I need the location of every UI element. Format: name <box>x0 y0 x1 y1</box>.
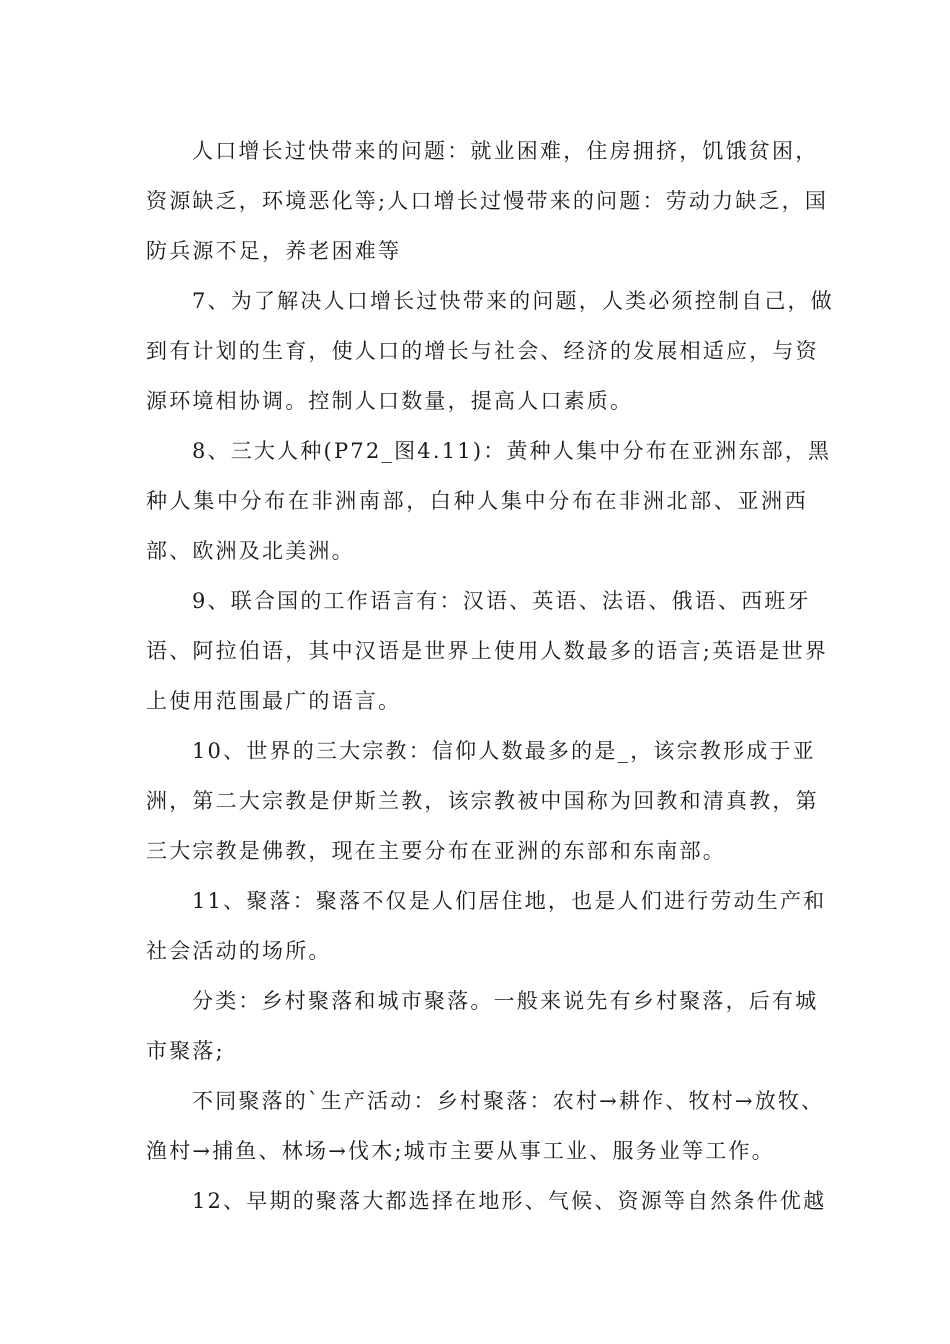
paragraph-line: 10、世界的三大宗教：信仰人数最多的是_，该宗教形成于亚 <box>192 739 816 763</box>
paragraph-line: 种人集中分布在非洲南部，白种人集中分布在非洲北部、亚洲西 <box>146 489 808 513</box>
paragraph-line: 7、为了解决人口增长过快带来的问题，人类必须控制自己，做 <box>192 289 834 313</box>
paragraph-line: 分类：乡村聚落和城市聚落。一般来说先有乡村聚落，后有城 <box>192 989 819 1013</box>
paragraph-line: 到有计划的生育，使人口的增长与社会、经济的发展相适应，与资 <box>146 339 819 363</box>
paragraph-line: 人口增长过快带来的问题：就业困难，住房拥挤，饥饿贫困， <box>192 139 819 163</box>
paragraph-line: 语、阿拉伯语，其中汉语是世界上使用人数最多的语言;英语是世界 <box>146 639 829 663</box>
paragraph-line: 源环境相协调。控制人口数量，提高人口素质。 <box>146 389 634 413</box>
paragraph-line: 9、联合国的工作语言有：汉语、英语、法语、俄语、西班牙 <box>192 589 811 613</box>
paragraph-line: 市聚落; <box>146 1039 225 1063</box>
paragraph-line: 渔村→捕鱼、林场→伐木;城市主要从事工业、服务业等工作。 <box>146 1139 775 1163</box>
paragraph-line: 社会活动的场所。 <box>146 939 332 963</box>
paragraph-line: 上使用范围最广的语言。 <box>146 689 402 713</box>
paragraph-line: 防兵源不足，养老困难等 <box>146 239 402 263</box>
paragraph-line: 8、三大人种(P72_图4.11)：黄种人集中分布在亚洲东部，黑 <box>192 439 832 463</box>
paragraph-line: 资源缺乏，环境恶化等;人口增长过慢带来的问题：劳动力缺乏，国 <box>146 189 829 213</box>
paragraph-line: 12、早期的聚落大都选择在地形、气候、资源等自然条件优越 <box>192 1189 827 1213</box>
paragraph-line: 不同聚落的`生产活动：乡村聚落：农村→耕作、牧村→放牧、 <box>192 1089 825 1113</box>
paragraph-line: 部、欧洲及北美洲。 <box>146 539 355 563</box>
paragraph-line: 洲，第二大宗教是伊斯兰教，该宗教被中国称为回教和清真教，第 <box>146 789 819 813</box>
paragraph-line: 11、聚落：聚落不仅是人们居住地，也是人们进行劳动生产和 <box>192 889 827 913</box>
paragraph-line: 三大宗教是佛教，现在主要分布在亚洲的东部和东南部。 <box>146 839 726 863</box>
